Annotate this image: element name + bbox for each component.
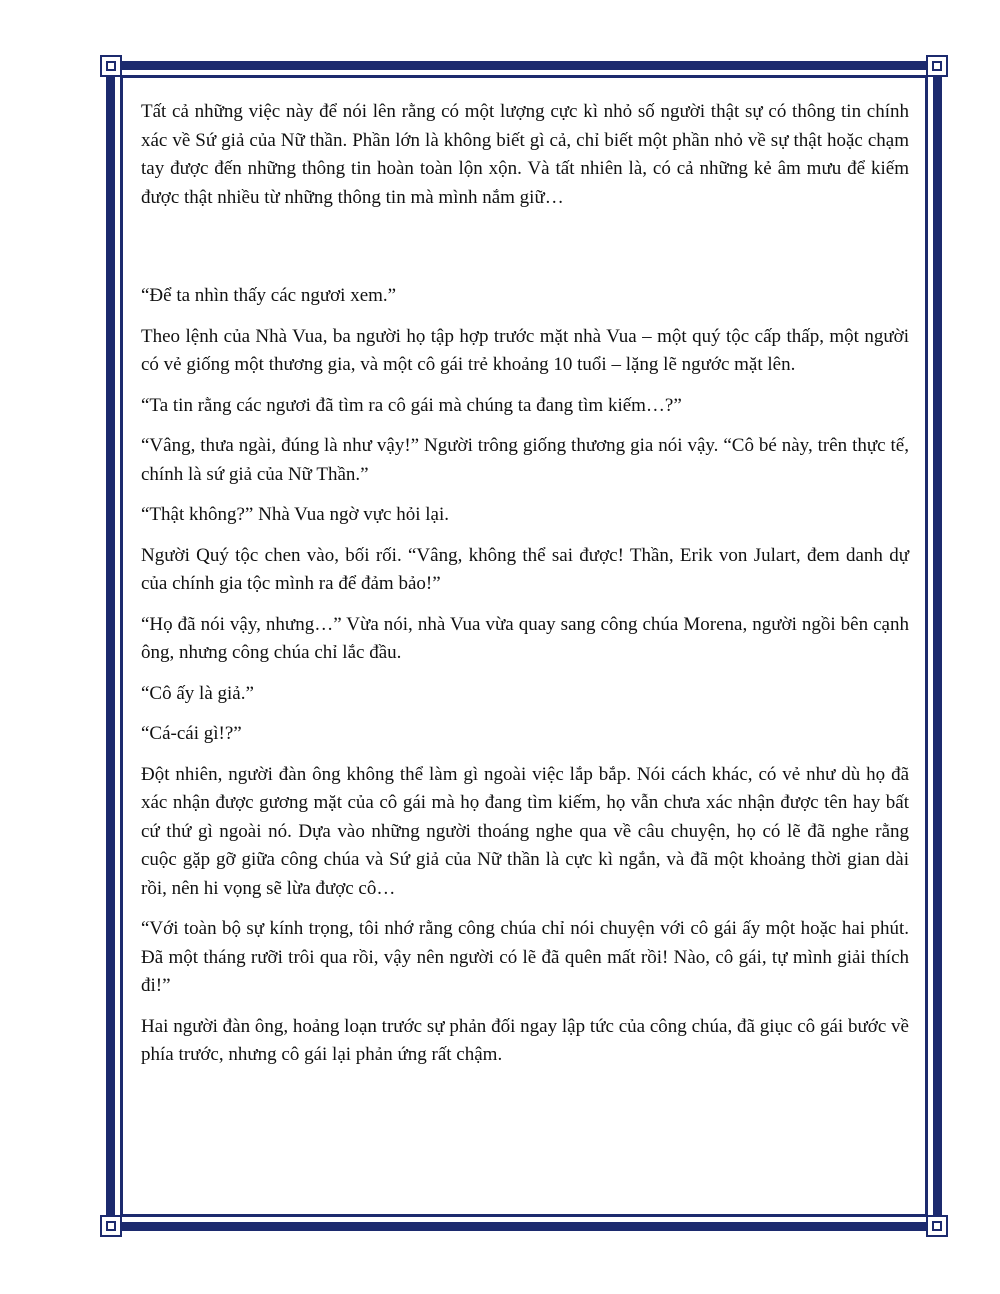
paragraph: Tất cả những việc này để nói lên rằng có một lượng cực kì nhỏ số người thật sự có thông tin chính xác về Sứ giả của Nữ thần. Phần lớn là không biết gì cả, chỉ biết một phần nhỏ về sự thật hoặc chạm tay được đến những thông tin hoàn toàn lộn xộn. Và tất nhiên là, có cả những kẻ âm mưu để kiếm được thật nhiều từ những thông tin mà mình nắm giữ… — [141, 101, 909, 208]
paragraph: Đột nhiên, người đàn ông không thể làm gì ngoài việc lắp bắp. Nói cách khác, có vẻ như dù họ đã xác nhận được gương mặt của cô gái mà họ đang tìm kiếm, họ vẫn chưa xác nhận được tên hay bất cứ thứ gì ngoài nó. Dựa vào những người thoáng nghe qua về câu chuyện, họ có lẽ đã nghe rằng cuộc gặp gỡ giữa công chúa và Sứ giả của Nữ thần là cực kì ngắn, và đã một khoảng thời gian dài rồi, nên hi vọng sẽ lừa được cô… — [141, 763, 909, 899]
paragraph: “Vâng, thưa ngài, đúng là như vậy!” Người trông giống thương gia nói vậy. “Cô bé này, trên thực tế, chính là sứ giả của Nữ Thần.” — [141, 435, 909, 485]
paragraph: “Ta tin rằng các ngươi đã tìm ra cô gái mà chúng ta đang tìm kiếm…?” — [141, 394, 682, 416]
corner-ornament-top-left — [100, 55, 122, 77]
paragraph: Người Quý tộc chen vào, bối rối. “Vâng, không thể sai được! Thần, Erik von Julart, đem danh dự của chính gia tộc mình ra để đảm bảo!” — [141, 544, 909, 594]
paragraph: “Họ đã nói vậy, nhưng…” Vừa nói, nhà Vua vừa quay sang công chúa Morena, người ngồi bên cạnh ông, nhưng công chúa chỉ lắc đầu. — [141, 613, 909, 663]
paragraph: Hai người đàn ông, hoảng loạn trước sự phản đối ngay lập tức của công chúa, đã giục cô gái bước về phía trước, nhưng cô gái lại phản ứng rất chậm. — [141, 1015, 909, 1065]
paragraph: “Cô ấy là giả.” — [141, 682, 254, 704]
paragraph: Theo lệnh của Nhà Vua, ba người họ tập hợp trước mặt nhà Vua – một quý tộc cấp thấp, một người có vẻ giống một thương gia, và một cô gái trẻ khoảng 10 tuổi – lặng lẽ ngước mặt lên. — [141, 325, 909, 375]
paragraph: “Để ta nhìn thấy các ngươi xem.” — [141, 285, 397, 306]
document-body — [141, 98, 909, 1070]
corner-ornament-bottom-right — [926, 1215, 948, 1237]
paragraph: “Với toàn bộ sự kính trọng, tôi nhớ rằng công chúa chỉ nói chuyện với cô gái ấy một hoặc hai phút. Đã một tháng rưỡi trôi qua rồi, vậy nên người có lẽ đã quên mất rồi! Nào, cô gái, tự mình giải thích đi!” — [141, 918, 909, 996]
paragraph: “Thật không?” Nhà Vua ngờ vực hỏi lại. — [141, 504, 449, 525]
corner-ornament-bottom-left — [100, 1215, 122, 1237]
paragraph: “Cá-cái gì!?” — [141, 723, 242, 744]
corner-ornament-top-right — [926, 55, 948, 77]
